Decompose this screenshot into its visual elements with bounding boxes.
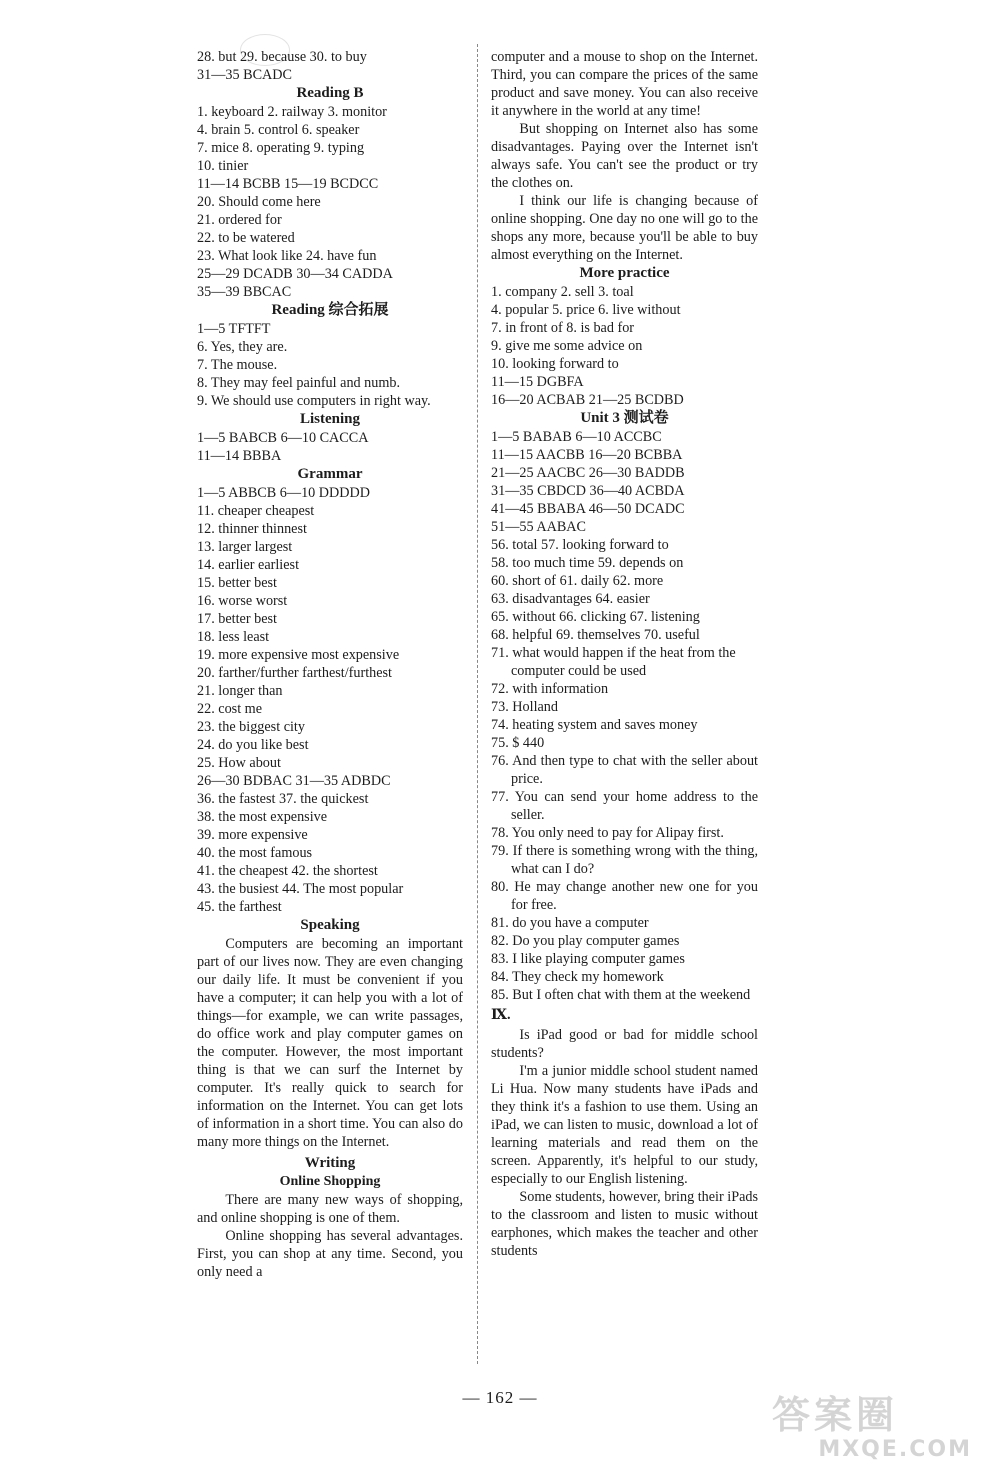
answer-line: 10. tinier <box>197 158 249 174</box>
answer-line: 23. the biggest city <box>197 719 305 735</box>
answer-line: 21—25 AACBC 26—30 BADDB <box>491 465 685 481</box>
writing-paragraph: I think our life is changing because of online shopping. One day no one will go to the shops any more, because you'll be able to buy almost everything on the Internet. <box>491 193 758 263</box>
answer-line: 7. The mouse. <box>197 357 278 373</box>
answer-line: 21. ordered for <box>197 212 282 228</box>
section-title-speaking: Speaking <box>300 917 360 933</box>
right-column <box>491 48 758 1260</box>
answer-line: 72. with information <box>491 681 609 697</box>
answer-line: 31—35 CBDCD 36—40 ACBDA <box>491 483 685 499</box>
answer-line: 18. less least <box>197 629 270 645</box>
answer-line: 80. He may change another new one for you for free. <box>491 879 758 913</box>
answer-line: 26—30 BDBAC 31—35 ADBDC <box>197 773 391 789</box>
answer-line: 76. And then type to chat with the seller about price. <box>491 753 758 787</box>
watermark-url: MXQE.COM <box>818 1437 972 1462</box>
answer-line: 39. more expensive <box>197 827 308 843</box>
answer-line: 9. give me some advice on <box>491 338 643 354</box>
answer-line: 14. earlier earliest <box>197 557 300 573</box>
answer-line: 23. What look like 24. have fun <box>197 248 377 264</box>
answer-line: 16—20 ACBAB 21—25 BCDBD <box>491 392 684 408</box>
answer-line: 58. too much time 59. depends on <box>491 555 684 571</box>
answer-line: 1. company 2. sell 3. toal <box>491 284 634 300</box>
answer-line: 85. But I often chat with them at the weekend <box>491 987 751 1003</box>
answer-line: 28. but 29. because 30. to buy <box>197 49 367 65</box>
answer-line: 19. more expensive most expensive <box>197 647 400 663</box>
answer-line: 4. popular 5. price 6. live without <box>491 302 681 318</box>
answer-line: 25. How about <box>197 755 281 771</box>
answer-line: 16. worse worst <box>197 593 288 609</box>
watermark-text: 答案圈 <box>772 1393 899 1437</box>
writing-paragraph: Online shopping has several advantages. First, you can shop at any time. Second, you only need a <box>197 1228 463 1280</box>
answer-line: 43. the busiest 44. The most popular <box>197 881 404 897</box>
section-title-reading-b: Reading B <box>296 85 364 101</box>
answer-line: 7. mice 8. operating 9. typing <box>197 140 365 156</box>
answer-line: 1—5 BABAB 6—10 ACCBC <box>491 429 662 445</box>
essay-paragraph: Some students, however, bring their iPads to the classroom and listen to music without earphones, which makes the teacher and other students <box>491 1189 759 1259</box>
section-label-ix: Ⅸ. <box>491 1007 511 1023</box>
writing-paragraph: But shopping on Internet also has some disadvantages. Paying over the Internet isn't always safe. You can't see the product or try the clothes on. <box>491 121 758 191</box>
answer-line: 13. larger largest <box>197 539 293 555</box>
answer-line: 15. better best <box>197 575 277 591</box>
answer-line: 8. They may feel painful and numb. <box>197 375 401 391</box>
answer-line: 20. farther/further farthest/furthest <box>197 665 392 681</box>
answer-line: 7. in front of 8. is bad for <box>491 320 635 336</box>
answer-line: 63. disadvantages 64. easier <box>491 591 650 607</box>
answer-line: 84. They check my homework <box>491 969 664 985</box>
answer-line: 82. Do you play computer games <box>491 933 680 949</box>
answer-line: 1. keyboard 2. railway 3. monitor <box>197 104 387 120</box>
section-title-unit3: Unit 3 测试卷 <box>580 410 669 426</box>
answer-line: 1—5 TFTFT <box>197 321 271 337</box>
answer-line: 75. $ 440 <box>491 735 545 751</box>
answer-line: 35—39 BBCAC <box>197 284 292 300</box>
answer-line: 1—5 BABCB 6—10 CACCA <box>197 430 369 446</box>
answer-line: 51—55 AABAC <box>491 519 586 535</box>
answer-line: 11—15 AACBB 16—20 BCBBA <box>491 447 683 463</box>
section-title-more-practice: More practice <box>579 265 670 281</box>
essay-paragraph: Is iPad good or bad for middle school students? <box>491 1027 758 1061</box>
answer-line: 21. longer than <box>197 683 283 699</box>
section-title-listening: Listening <box>299 411 360 427</box>
answer-line: 73. Holland <box>491 699 558 715</box>
answer-line: 12. thinner thinnest <box>197 521 307 537</box>
answer-line: 60. short of 61. daily 62. more <box>491 573 664 589</box>
left-column <box>197 48 463 1281</box>
essay-paragraph: I'm a junior middle school student named Li Hua. Now many students have iPads and they think it's a fashion to use them. Using an iPad, we can listen to music, download a lot of learning materials and read them on the screen. Apparently, it's helpful to our study, especially to our English listening. <box>491 1063 758 1187</box>
answer-line: 25—29 DCADB 30—34 CADDA <box>197 266 393 282</box>
answer-line: 22. to be watered <box>197 230 295 246</box>
column-divider <box>477 44 478 1364</box>
writing-subtitle: Online Shopping <box>279 1174 381 1189</box>
answer-line: 11—14 BCBB 15—19 BCDCC <box>197 176 379 192</box>
section-title-writing: Writing <box>304 1155 356 1171</box>
answer-line: 4. brain 5. control 6. speaker <box>197 122 360 138</box>
answer-line: 65. without 66. clicking 67. listening <box>491 609 700 625</box>
answer-line: 79. If there is something wrong with the thing, what can I do? <box>491 843 758 877</box>
answer-line: 22. cost me <box>197 701 263 717</box>
answer-line: 20. Should come here <box>197 194 321 210</box>
answer-line: 77. You can send your home address to the seller. <box>491 789 758 823</box>
answer-line: 81. do you have a computer <box>491 915 649 931</box>
answer-line: 41. the cheapest 42. the shortest <box>197 863 378 879</box>
answer-line: 83. I like playing computer games <box>491 951 685 967</box>
answer-line: 31—35 BCADC <box>197 67 292 83</box>
answer-line: 78. You only need to pay for Alipay first. <box>491 825 724 841</box>
answer-line: 74. heating system and saves money <box>491 717 698 733</box>
writing-paragraph: computer and a mouse to shop on the Internet. Third, you can compare the prices of the same product and save money. You can also receive it anywhere in the world at any time! <box>491 49 758 119</box>
answer-line: 71. what would happen if the heat from the computer could be used <box>491 645 736 679</box>
answer-line: 24. do you like best <box>197 737 309 753</box>
section-title-grammar: Grammar <box>297 466 363 482</box>
answer-line: 10. looking forward to <box>491 356 619 372</box>
page-number: — 162 — <box>462 1388 538 1407</box>
answer-line: 45. the farthest <box>197 899 282 915</box>
answer-line: 1—5 ABBCB 6—10 DDDDD <box>197 485 371 501</box>
writing-paragraph: There are many new ways of shopping, and online shopping is one of them. <box>197 1192 463 1226</box>
answer-line: 11. cheaper cheapest <box>197 503 315 519</box>
answer-line: 38. the most expensive <box>197 809 328 825</box>
answer-line: 56. total 57. looking forward to <box>491 537 669 553</box>
answer-line: 6. Yes, they are. <box>197 339 288 355</box>
section-title-reading-ext: Reading 综合拓展 <box>271 302 389 318</box>
answer-line: 17. better best <box>197 611 277 627</box>
answer-line: 11—15 DGBFA <box>491 374 584 390</box>
answer-line: 68. helpful 69. themselves 70. useful <box>491 627 700 643</box>
speaking-passage: Computers are becoming an important part of our lives now. They are even changing our daily life. It must be convenient if you have a computer; it can help you with a lot of things—for example, we can write passages, do office work and play computer games on the computer. However, the most important thing is that we can surf the Internet by computer. It's really quick to search for information on the Internet. You can get lots of information in a short time. You can also do many more things on the Internet. <box>197 936 463 1150</box>
watermark-logo <box>772 1393 972 1463</box>
answer-line: 9. We should use computers in right way. <box>197 393 431 409</box>
answer-line: 36. the fastest 37. the quickest <box>197 791 369 807</box>
answer-line: 11—14 BBBA <box>197 448 282 464</box>
answer-line: 40. the most famous <box>197 845 313 861</box>
answer-line: 41—45 BBABA 46—50 DCADC <box>491 501 685 517</box>
